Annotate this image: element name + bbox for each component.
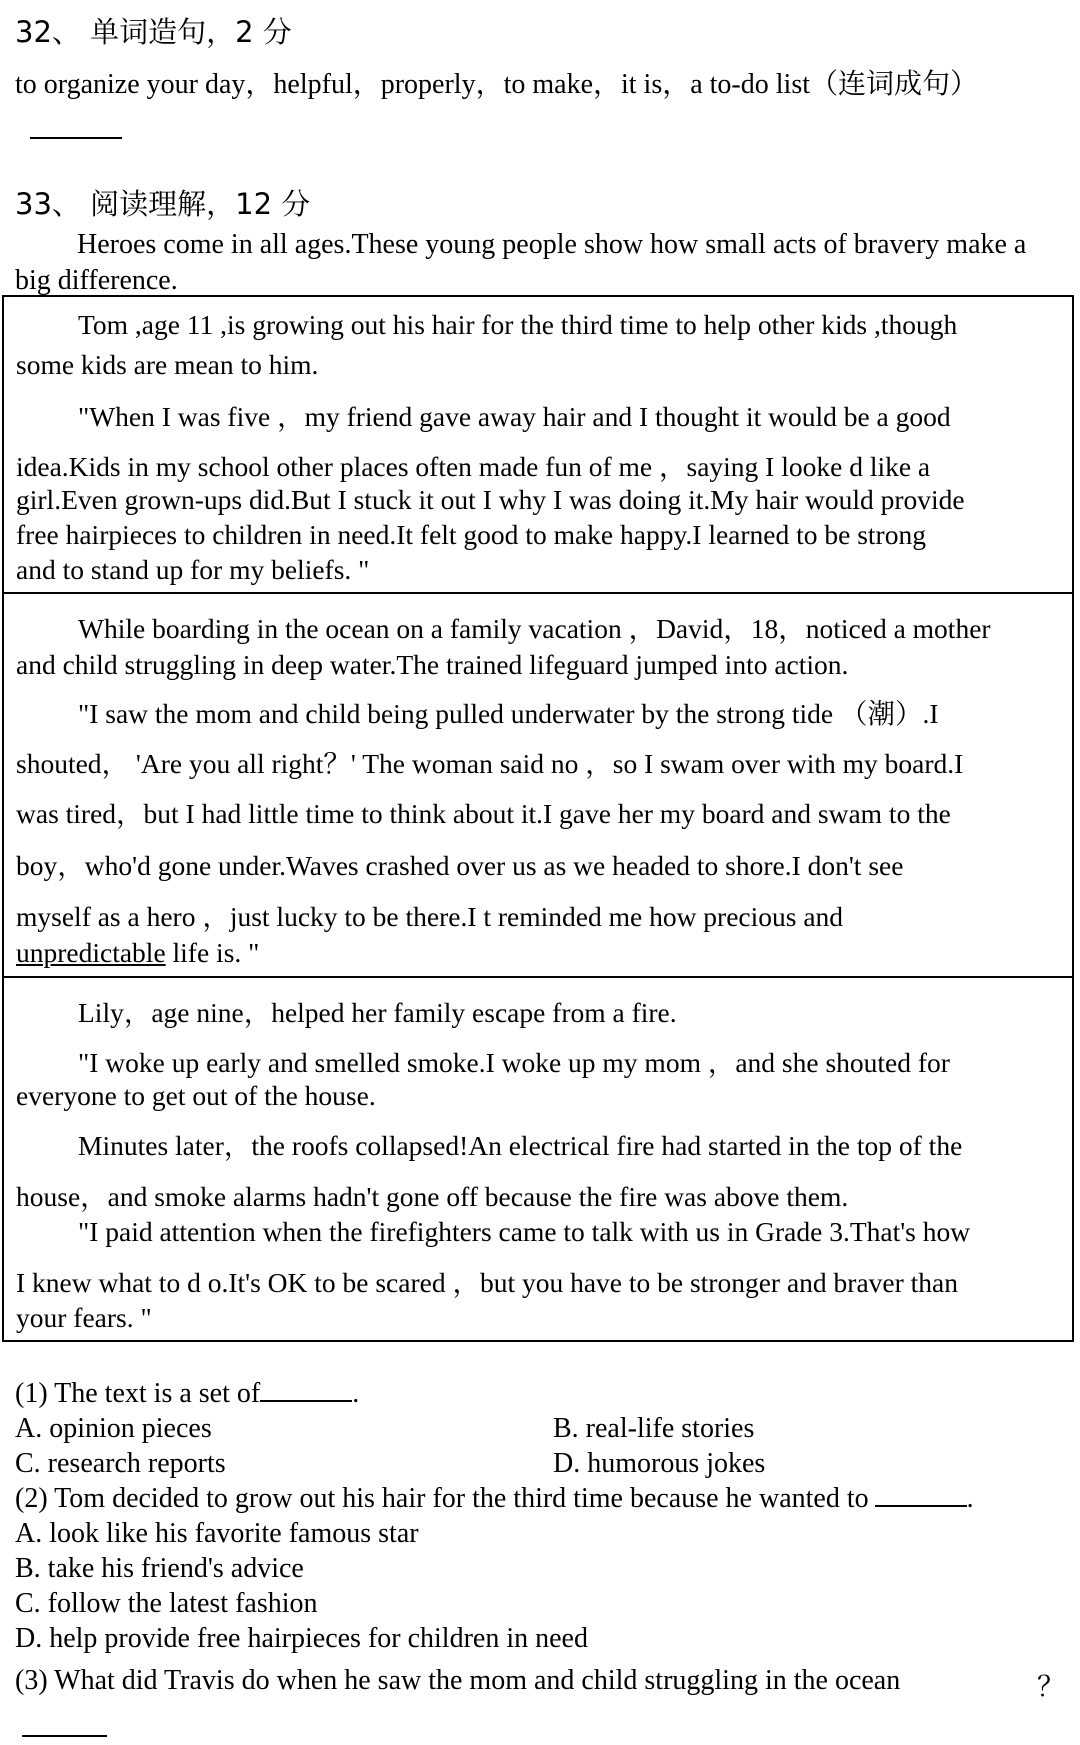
question-33-title: 33、 阅读理解，12 分 <box>15 187 311 221</box>
question-2-text: (2) Tom decided to grow out his hair for the third time because he wanted to <box>15 1483 869 1514</box>
story3-line: Minutes later，the roofs collapsed!An electrical fire had started in the top of the <box>78 1130 963 1161</box>
story2-line: boy，who'd gone under.Waves crashed over us as we headed to shore.I don't see <box>16 850 904 881</box>
question-2-stem <box>15 1483 974 1515</box>
option-1d[interactable]: D. humorous jokes <box>553 1448 766 1479</box>
option-1a[interactable]: A. opinion pieces <box>15 1413 212 1444</box>
question-3-stem: (3) What did Travis do when he saw the mom and child struggling in the ocean <box>15 1665 901 1696</box>
story-box-lily <box>2 976 1074 1342</box>
answer-blank-32[interactable] <box>30 137 122 139</box>
intro-text: Heroes come in all ages.These young people show how small acts of bravery make a big difference. <box>15 229 1027 296</box>
story1-line: idea.Kids in my school other places often made fun of me ，saying I looke d like a <box>16 451 931 482</box>
story1-line: and to stand up for my beliefs. " <box>16 554 370 585</box>
option-2a[interactable]: A. look like his favorite famous star <box>15 1518 419 1549</box>
option-1c[interactable]: C. research reports <box>15 1448 226 1479</box>
story-box-david <box>2 592 1074 978</box>
story2-line: myself as a hero ，just lucky to be there.I t reminded me how precious and <box>16 901 844 932</box>
question-1-end: . <box>352 1378 360 1409</box>
story2-line-last <box>16 937 1066 969</box>
story3-line: Lily，age nine，helped her family escape from a fire. <box>78 997 677 1028</box>
question-32-prompt: to organize your day，helpful，properly，to make，it is，a to-do list（连词成句） <box>15 69 978 100</box>
story2-line: While boarding in the ocean on a family vacation ，David，18，noticed a mother <box>78 613 991 644</box>
question-32-title: 32、 单词造句，2 分 <box>15 15 292 49</box>
option-2c[interactable]: C. follow the latest fashion <box>15 1588 318 1619</box>
underlined-word: unpredictable <box>16 937 166 968</box>
answer-blank-q1[interactable] <box>260 1400 352 1402</box>
story2-line: was tired，but I had little time to think about it.I gave her my board and swam to the <box>16 798 951 829</box>
question-2-end: . <box>966 1483 974 1514</box>
story3-line: house，and smoke alarms hadn't gone off because the fire was above them. <box>16 1181 849 1212</box>
story2-line-end: life is. " <box>165 937 260 968</box>
story1-line: girl.Even grown-ups did.But I stuck it out I why I was doing it.My hair would provide <box>16 484 965 515</box>
story1-line: some kids are mean to him. <box>16 349 319 380</box>
question-1-text: (1) The text is a set of <box>15 1378 261 1409</box>
question-1-stem <box>15 1378 359 1410</box>
question-3-mark: ？ <box>1037 1672 1066 1703</box>
story-box-tom <box>2 295 1074 594</box>
option-1b[interactable]: B. real-life stories <box>553 1413 755 1444</box>
story2-line: "I saw the mom and child being pulled underwater by the strong tide （潮）.I <box>78 698 939 729</box>
reading-intro <box>15 227 1065 299</box>
option-2d[interactable]: D. help provide free hairpieces for children in need <box>15 1623 588 1654</box>
answer-blank-q2[interactable] <box>875 1505 967 1507</box>
story3-line: "I woke up early and smelled smoke.I woke up my mom ，and she shouted for <box>78 1047 950 1078</box>
story1-line: Tom ,age 11 ,is growing out his hair for the third time to help other kids ,though <box>78 309 958 340</box>
story1-line: free hairpieces to children in need.It felt good to make happy.I learned to be strong <box>16 519 926 550</box>
story3-line: everyone to get out of the house. <box>16 1080 376 1111</box>
story3-line: I knew what to d o.It's OK to be scared ，but you have to be stronger and braver than <box>16 1267 958 1298</box>
story2-line: shouted， 'Are you all right？' The woman said no ，so I swam over with my board.I <box>16 748 964 779</box>
story3-line: "I paid attention when the firefighters came to talk with us in Grade 3.That's how <box>78 1216 971 1247</box>
option-2b[interactable]: B. take his friend's advice <box>15 1553 304 1584</box>
story3-line: your fears. " <box>16 1302 152 1333</box>
answer-blank-q3[interactable] <box>22 1735 107 1737</box>
story1-line: "When I was five ，my friend gave away hair and I thought it would be a good <box>78 401 951 432</box>
story2-line: and child struggling in deep water.The trained lifeguard jumped into action. <box>16 649 849 680</box>
